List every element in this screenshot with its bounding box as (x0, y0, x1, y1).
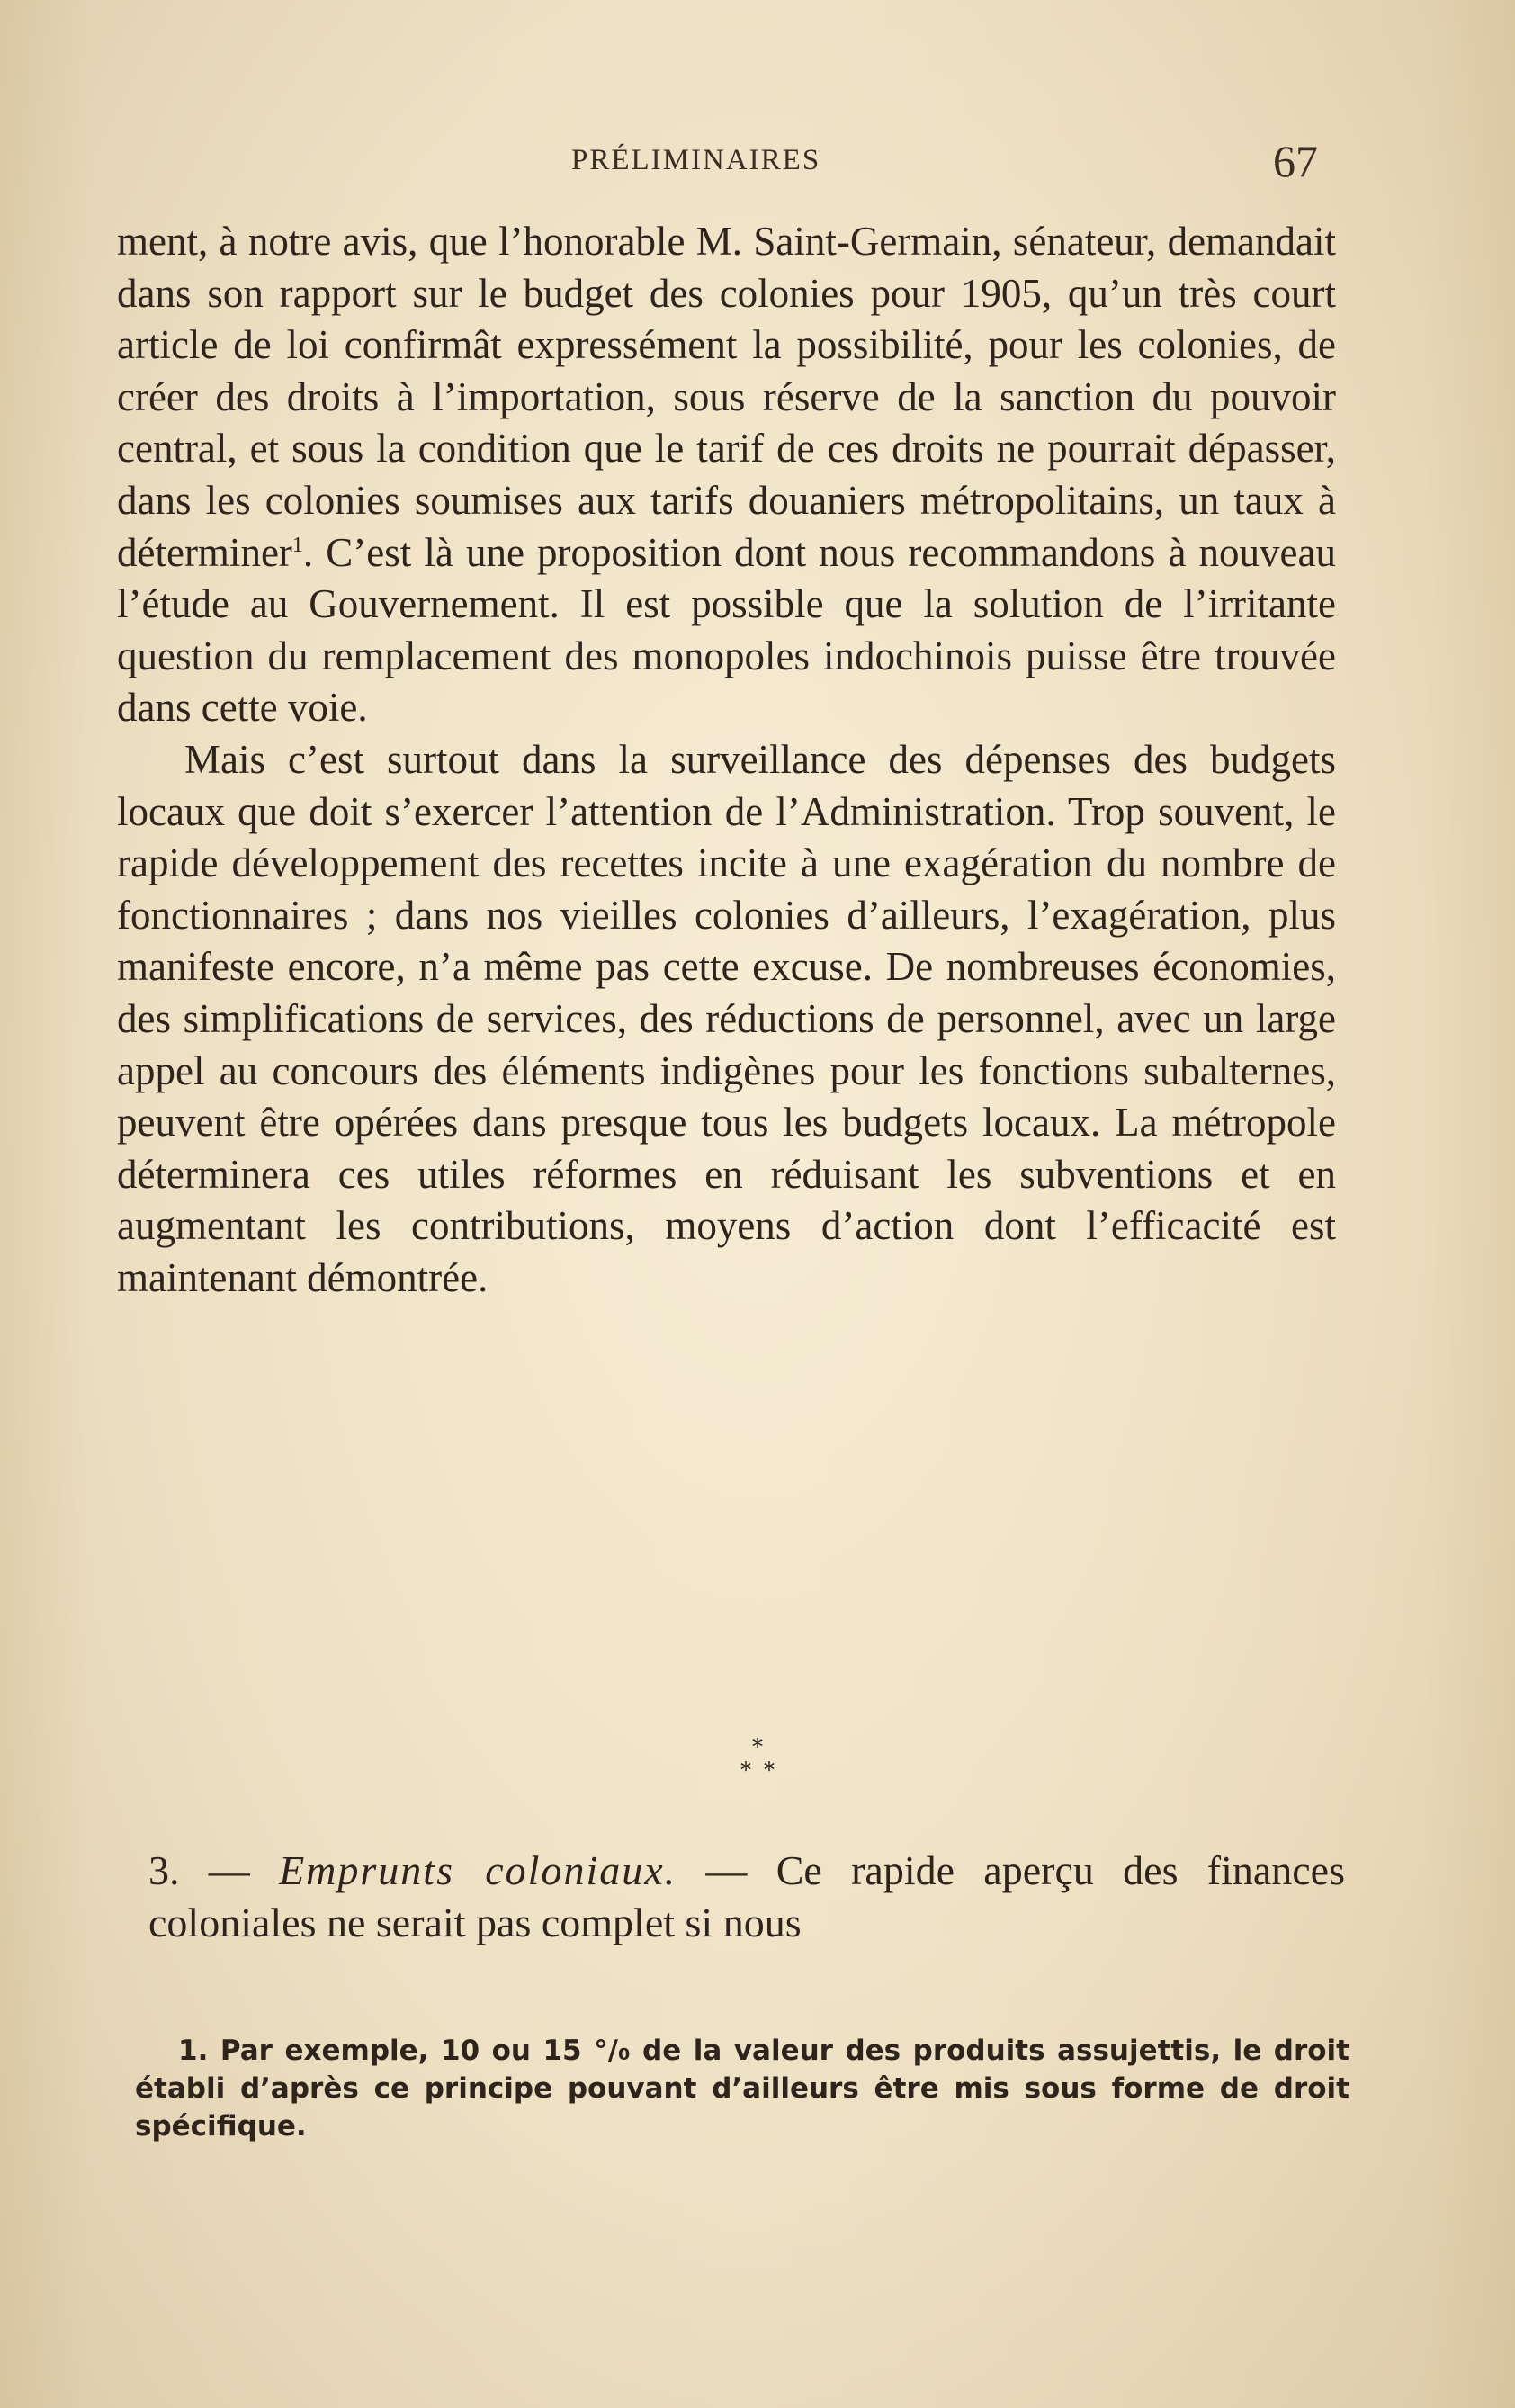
footnote (135, 2032, 1349, 2145)
footnote-reference[interactable]: 1 (291, 533, 303, 557)
asterism-bottom: ** (740, 1757, 787, 1783)
body-text (117, 216, 1336, 1304)
asterism-top: * (752, 1734, 763, 1759)
paragraph-1 (117, 216, 1336, 734)
paragraph-1-text-b: . C’est là une proposition dont nous recommandons à nouveau l’étude au Gouvernement. Il est possible que la solution de l’irritante question du remplacement des monopoles indochinois puisse être trouvée dans cette voie. (117, 529, 1336, 731)
section-paragraph (148, 1845, 1345, 1949)
footnote-text: Par exemple, 10 ou 15 °/₀ de la valeur des produits assujettis, le droit établi d’après ce principe pouvant d’ailleurs être mis sous forme de droit spécifique. (135, 2035, 1349, 2143)
section-title: Emprunts coloniaux. (279, 1847, 677, 1893)
running-head: PRÉLIMINAIRES (571, 144, 821, 176)
footnote-number: 1. (178, 2035, 209, 2067)
paragraph-2: Mais c’est surtout dans la surveillance des dépenses des budgets locaux que doit s’exercer l’attention de l’Administration. Trop souvent, le rapide développement des recettes incite à une exagération du nombre de fonctionnaires ; dans nos vieilles colonies d’ailleurs, l’exagération, plus manifeste encore, n’a même pas cette excuse. De nombreuses économies, des simplifications de services, des réductions de personnel, avec un large appel au concours des éléments indigènes pour les fonctions subalternes, peuvent être opérées dans presque tous les budgets locaux. La métropole déterminera ces utiles réformes en réduisant les subventions et en augmentant les contributions, moyens d’action dont l’efficacité est maintenant démontrée. (117, 736, 1336, 1300)
page-number: 67 (1273, 136, 1318, 186)
paragraph-1-text-a: ment, à notre avis, que l’honorable M. Saint-Germain, sénateur, demandait dans son rapport sur le budget des colonies pour 1905, qu’un très court article de loi confirmât expressément la possibilité, pour les colonies, de créer des droits à l’importation, sous réserve de la sanction du pouvoir central, et sous la condition que le tarif de ces droits ne pourrait dépasser, dans les colonies soumises aux tarifs douaniers métropolitains, un taux à déterminer (117, 219, 1336, 575)
section-text: — Ce rapide aperçu des finances coloniales ne serait pas complet si nous (148, 1847, 1345, 1945)
section-number: 3. — (148, 1847, 250, 1893)
asterism-divider (0, 1735, 1515, 1782)
page-header (117, 135, 1318, 198)
